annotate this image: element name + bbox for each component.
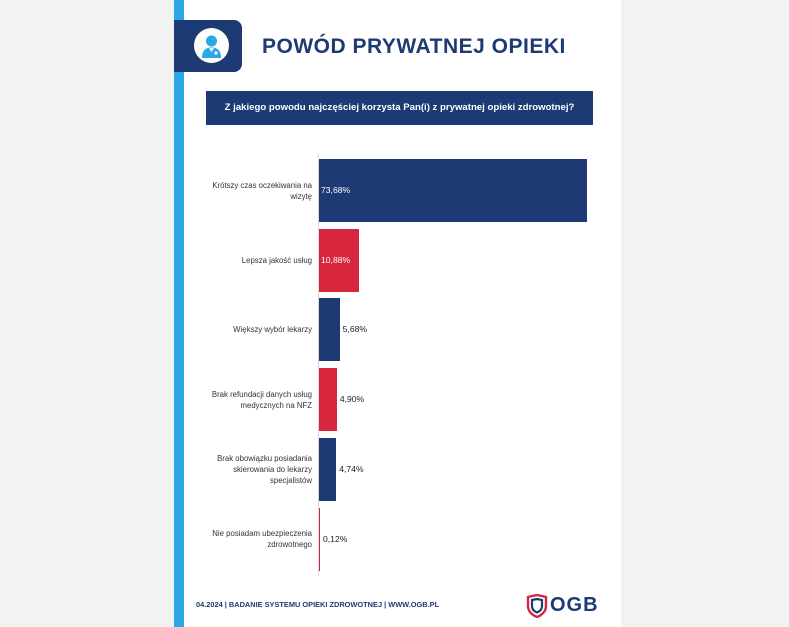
category-label: Krótszy czas oczekiwania na wizytę	[212, 180, 312, 201]
value-label: 4,90%	[339, 394, 365, 405]
value-label: 4,74%	[339, 463, 364, 474]
bar	[319, 438, 336, 501]
value-label: 0,12%	[323, 533, 348, 544]
bar-chart	[174, 0, 621, 627]
category-label: Większy wybór lekarzy	[233, 325, 312, 335]
value-label: 73,68%	[321, 185, 351, 195]
value-label: 5,68%	[342, 324, 368, 335]
category-label: Brak obowiązku posiadania skierowania do lekarzy specjalistów	[217, 453, 312, 485]
footer-text: 04.2024 | BADANIE SYSTEMU OPIEKI ZDROWOTNEJ | WWW.OGB.PL	[196, 600, 440, 609]
ogb-logo	[526, 593, 602, 619]
bar	[319, 508, 320, 571]
logo-text: OGB	[550, 594, 599, 616]
bar	[319, 298, 340, 361]
question-banner: Z jakiego powodu najczęściej korzysta Pan(i) z prywatnej opieki zdrowotnej?	[206, 91, 593, 125]
page-title: POWÓD PRYWATNEJ OPIEKI	[262, 35, 566, 58]
value-label: 10,88%	[321, 254, 351, 265]
category-label: Lepsza jakość usług	[241, 255, 312, 265]
bar	[319, 368, 337, 431]
infographic-card	[174, 0, 621, 627]
category-label: Nie posiadam ubezpieczenia zdrowotnego	[212, 529, 312, 549]
bar	[319, 159, 587, 222]
category-label: Brak refundacji danych usług medycznych na NFZ	[211, 389, 312, 410]
